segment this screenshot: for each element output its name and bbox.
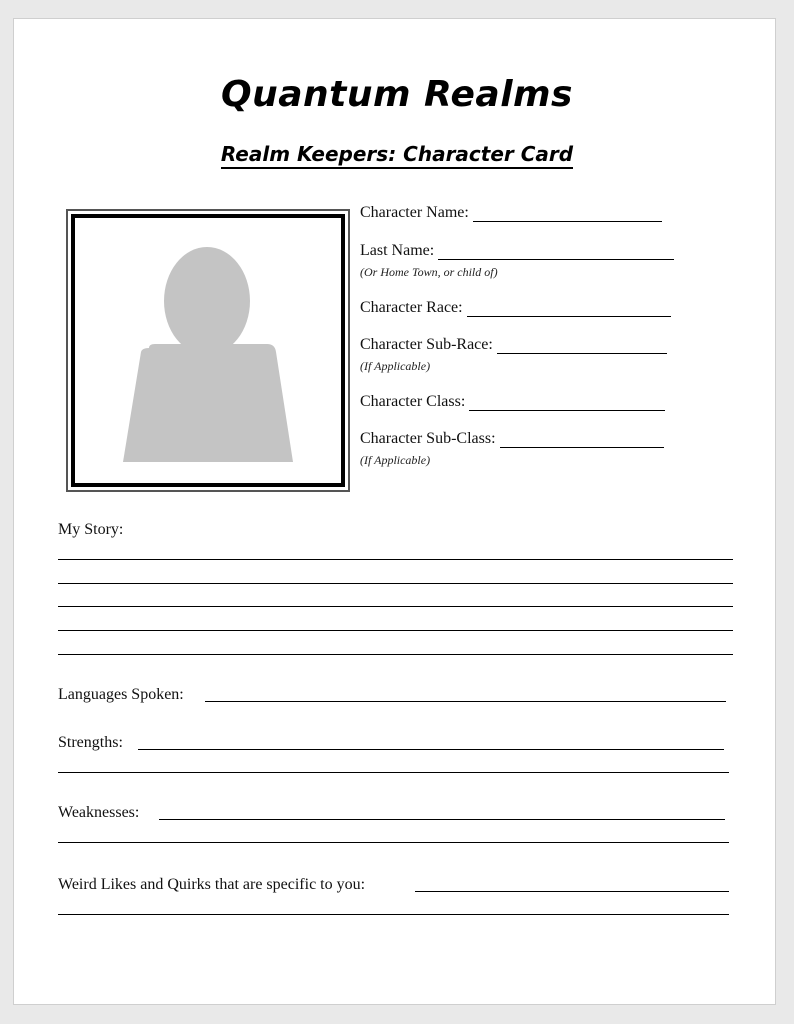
document-subtitle: [0, 142, 794, 166]
my-story-line-5[interactable]: [58, 654, 733, 655]
document-title: Quantum Realms: [221, 74, 573, 115]
weird-likes-line-1[interactable]: [415, 891, 729, 892]
character-sub-race-input-line[interactable]: [497, 339, 667, 354]
last-name-label: Last Name:: [360, 242, 435, 259]
my-story-label: My Story:: [58, 521, 124, 538]
character-sub-race-field[interactable]: [360, 336, 667, 354]
my-story-line-4[interactable]: [58, 630, 733, 631]
my-story-line-2[interactable]: [58, 583, 733, 584]
character-sub-class-field[interactable]: [360, 430, 664, 448]
character-sub-class-label: Character Sub-Class:: [360, 430, 496, 447]
weird-likes-label: Weird Likes and Quirks that are specific to you:: [58, 876, 366, 893]
portrait-inner-border: [71, 214, 345, 487]
strengths-line-1[interactable]: [138, 749, 724, 750]
weaknesses-line-2[interactable]: [58, 842, 729, 843]
character-name-label: Character Name:: [360, 204, 469, 221]
character-class-label: Character Class:: [360, 393, 466, 410]
last-name-note: (Or Home Town, or child of): [360, 265, 498, 279]
character-name-field[interactable]: [360, 204, 662, 222]
character-race-input-line[interactable]: [467, 302, 671, 317]
my-story-line-3[interactable]: [58, 606, 733, 607]
languages-spoken-line[interactable]: [205, 701, 726, 702]
portrait-frame[interactable]: [66, 209, 350, 492]
character-race-label: Character Race:: [360, 299, 463, 316]
weaknesses-label: Weaknesses:: [58, 804, 140, 821]
strengths-label: Strengths:: [58, 734, 123, 751]
character-sub-class-input-line[interactable]: [500, 433, 664, 448]
character-name-input-line[interactable]: [473, 207, 662, 222]
subtitle-text: Realm Keepers: Character Card: [221, 142, 573, 169]
last-name-input-line[interactable]: [438, 245, 674, 260]
weaknesses-line-1[interactable]: [159, 819, 725, 820]
sub-class-note: (If Applicable): [360, 453, 431, 467]
character-race-field[interactable]: [360, 299, 671, 317]
sub-race-note: (If Applicable): [360, 359, 431, 373]
weird-likes-line-2[interactable]: [58, 914, 729, 915]
character-class-input-line[interactable]: [469, 396, 665, 411]
last-name-field[interactable]: [360, 242, 674, 260]
character-sub-race-label: Character Sub-Race:: [360, 336, 493, 353]
person-placeholder-icon: [75, 218, 345, 487]
character-class-field[interactable]: [360, 393, 665, 411]
languages-spoken-label: Languages Spoken:: [58, 686, 184, 703]
strengths-line-2[interactable]: [58, 772, 729, 773]
my-story-line-1[interactable]: [58, 559, 733, 560]
